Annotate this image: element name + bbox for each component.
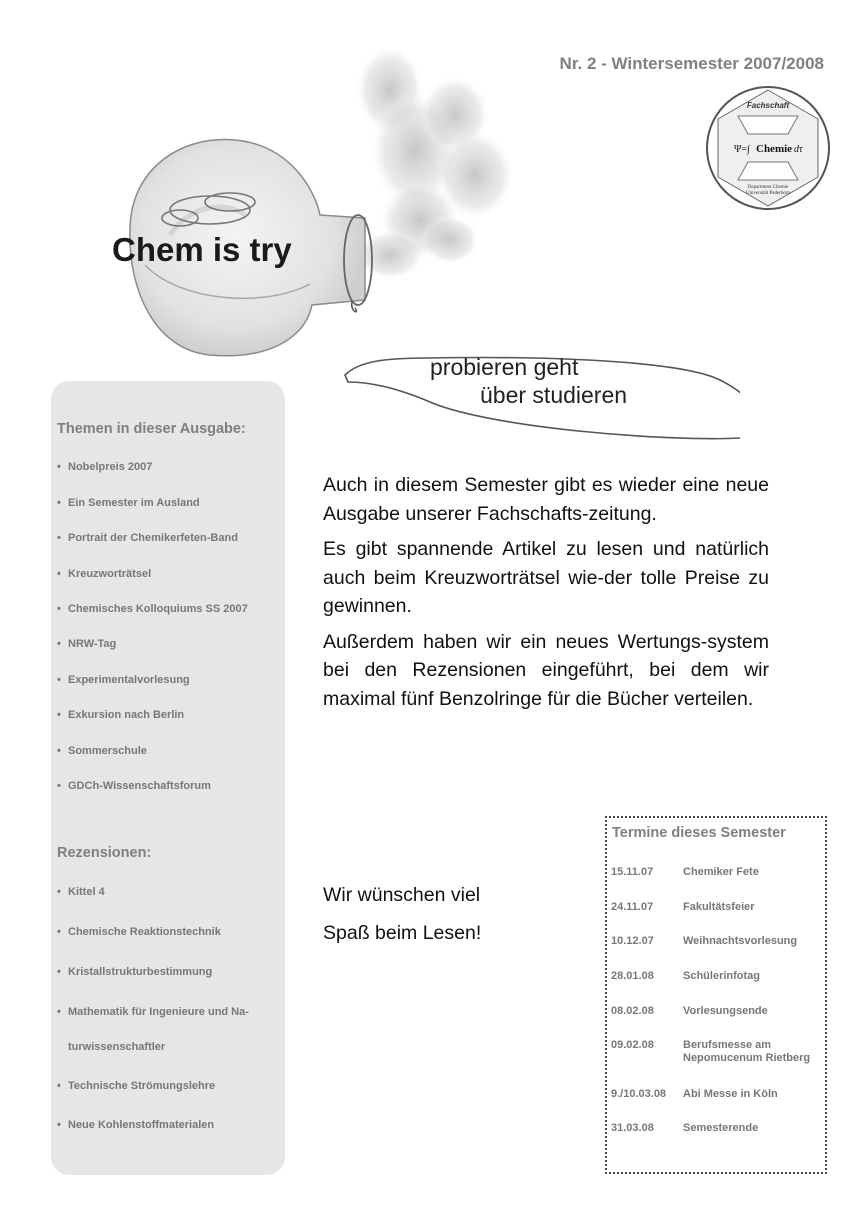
event-date: 28.01.08 [611, 970, 654, 982]
event-name: Semesterende [683, 1122, 759, 1134]
topic-item: • Exkursion nach Berlin [57, 709, 185, 721]
logo-top-text: Fachschaft [746, 101, 790, 110]
event-date: 08.02.08 [611, 1005, 654, 1017]
logo-bottom-line-2: Universität Paderborn [745, 191, 791, 196]
fachschaft-logo [704, 84, 832, 212]
event-name: Weihnachtsvorlesung [683, 935, 798, 947]
event-date: 9./10.03.08 [611, 1088, 667, 1100]
review-item: • Neue Kohlenstoffmaterialen [57, 1119, 215, 1131]
event-name: Berufsmesse am Nepomucenum Rietberg [683, 1039, 811, 1064]
topic-item: • NRW-Tag [57, 638, 117, 650]
topic-item: • Portrait der Chemikerfeten-Band [57, 532, 238, 544]
closing-line-1: Wir wünschen viel [323, 884, 481, 906]
closing-line-2: Spaß beim Lesen! [323, 922, 482, 944]
topic-item: • Sommerschule [57, 745, 147, 757]
event-name: Abi Messe in Köln [683, 1088, 778, 1100]
topics-heading: Themen in dieser Ausgabe: [57, 421, 246, 437]
reviews-heading: Rezensionen: [57, 845, 152, 861]
event-date: 10.12.07 [611, 935, 654, 947]
topic-item: • Nobelpreis 2007 [57, 461, 153, 473]
topic-item: • Experimentalvorlesung [57, 674, 190, 686]
event-name: Schülerinfotag [683, 970, 761, 982]
logo-formula-left: Ψ=∫ [734, 144, 750, 155]
review-item: • Mathematik für Ingenieure und Na- [57, 1006, 249, 1018]
review-item: • Technische Strömungslehre [57, 1080, 216, 1092]
topic-item: • Kreuzworträtsel [57, 568, 152, 580]
review-item: • Kristallstrukturbestimmung [57, 966, 213, 978]
logo-formula-right: dτ [794, 144, 803, 155]
event-name: Vorlesungsende [683, 1005, 768, 1017]
smoke-cloud [355, 45, 515, 280]
events-title: Termine dieses Semester [612, 825, 786, 841]
slogan-line-2: über studieren [480, 382, 628, 408]
topic-item: • Chemisches Kolloquiums SS 2007 [57, 603, 248, 615]
topic-item: • GDCh-Wissenschaftsforum [57, 780, 211, 792]
event-date: 09.02.08 [611, 1039, 654, 1051]
event-date: 24.11.07 [611, 901, 654, 913]
issue-line: Nr. 2 - Wintersemester 2007/2008 [559, 54, 824, 73]
intro-text [323, 471, 769, 720]
slogan-line-1: probieren geht [430, 354, 579, 380]
review-item: • Kittel 4 [57, 886, 105, 898]
intro-paragraph: Auch in diesem Semester gibt es wieder eine neue Ausgabe unserer Fachschafts-zeitung. [323, 474, 769, 525]
event-name: Fakultätsfeier [683, 901, 755, 913]
closing-text [323, 876, 481, 952]
topic-item: • Ein Semester im Ausland [57, 497, 200, 509]
logo-bottom-line-1: Department Chemie [747, 185, 789, 190]
review-item: • Chemische Reaktionstechnik [57, 926, 221, 938]
events-box [605, 816, 827, 1174]
event-date: 31.03.08 [611, 1122, 654, 1134]
intro-paragraph: Außerdem haben wir ein neues Wertungs-system bei den Rezensionen eingeführt, bei dem wir maximal fünf Benzolringe für die Bücher verteilen. [323, 630, 769, 710]
intro-paragraph: Es gibt spannende Artikel zu lesen und natürlich auch beim Kreuzworträtsel wie-der tolle Preise zu gewinnen. [323, 538, 769, 617]
sidebar-panel [51, 381, 285, 1175]
logo-formula-word: Chemie [756, 143, 793, 155]
main-title: Chem is try [112, 231, 292, 268]
event-date: 15.11.07 [611, 866, 654, 878]
event-name: Chemiker Fete [683, 866, 759, 878]
review-item-continuation: turwissenschaftler [68, 1041, 166, 1053]
